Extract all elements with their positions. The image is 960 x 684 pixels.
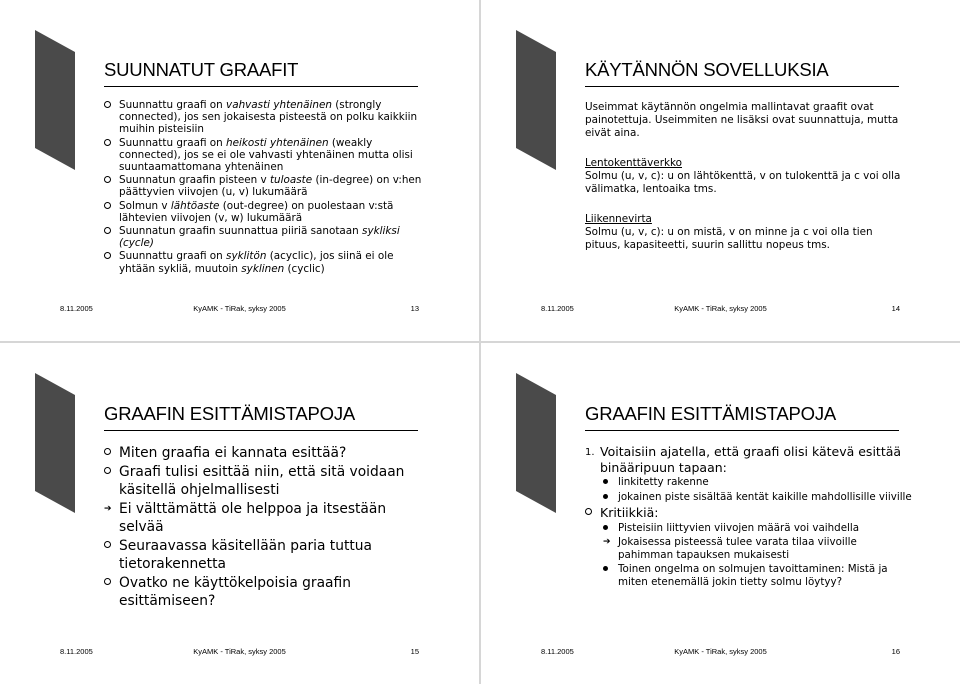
section-text: Solmu (u, v, c): u on mistä, v on minne ja c voi olla tien pituus, kapasiteetti, suurin sallittu nopeus tms. [585,226,873,251]
circle-bullet-icon [104,176,111,183]
title-rule [104,430,418,431]
slide-decoration [516,373,556,513]
dot-bullet-icon [603,566,608,571]
content-list [585,444,915,590]
dot-bullet-icon [603,479,608,484]
dot-bullet-icon [603,525,608,530]
title-rule [104,86,418,87]
footer-course: KyAMK - TiRak, syksy 2005 [193,304,286,313]
list-item: Suunnatun graafin suunnattua piiriä sanotaan sykliksi (cycle) [104,225,424,249]
footer-page-number: 16 [891,647,900,656]
slide-14 [481,0,960,341]
sub-item: jokainen piste sisältää kentät kaikille mahdollisille viiville [603,491,915,504]
list-item: Ovatko ne käyttökelpoisia graafin esittämiseen? [104,574,424,611]
footer-course: KyAMK - TiRak, syksy 2005 [193,647,286,656]
sub-item: Toinen ongelma on solmujen tavoittaminen: Mistä ja miten etenemällä jokin tietty solmu löytyy? [603,563,915,588]
slide-decoration [35,373,75,513]
list-item: Suunnattu graafi on syklitön (acyclic), jos siinä ei ole yhtään sykliä, muutoin syklinen (cyclic) [104,250,424,274]
slide-16 [481,343,960,684]
footer-date: 8.11.2005 [541,647,574,656]
slide-title: KÄYTÄNNÖN SOVELLUKSIA [585,59,829,80]
list-item: Suunnattu graafi on heikosti yhtenäinen (weakly connected), jos se ei ole vahvasti yhtenäinen mutta olisi suuntaamattomana yhtenäinen [104,137,424,174]
section-heading-link[interactable]: Lentokenttäverkko [585,157,682,169]
bullet-list [104,444,424,611]
footer-date: 8.11.2005 [541,304,574,313]
footer-course: KyAMK - TiRak, syksy 2005 [674,304,767,313]
section-lentokenttaverkko [585,157,905,196]
circle-bullet-icon [104,101,111,108]
list-item: ➔ Ei välttämättä ole helppoa ja itsestään selvää [104,500,387,536]
footer-date: 8.11.2005 [60,304,93,313]
section-text: Solmu (u, v, c): u on lähtökenttä, v on tulokenttä ja c voi olla välimatka, lentoaika tms. [585,170,901,195]
list-item: Suunnatun graafin pisteen v tuloaste (in-degree) on v:hen päättyvien viivojen (u, v) lukumäärä [104,174,424,198]
intro-paragraph: Useimmat käytännön ongelmia mallintavat graafit ovat painotettuja. Useimmiten ne lisäksi ovat suunnattuja, mutta eivät aina. [585,101,899,139]
arrow-bullet-icon: ➔ [104,503,112,514]
footer-page-number: 14 [891,304,900,313]
slide-title: GRAAFIN ESITTÄMISTAPOJA [104,403,356,424]
slide-15 [0,343,479,684]
list-item: Kritiikkiä: [585,505,915,521]
list-item: Suunnattu graafi on vahvasti yhtenäinen (strongly connected), jos sen jokaisesta pisteestä on polku kaikkiin muihin pisteisiin [104,99,424,136]
circle-bullet-icon [585,508,592,515]
list-item: Miten graafia ei kannata esittää? [104,444,424,462]
section-heading-link[interactable]: Liikennevirta [585,213,652,225]
circle-bullet-icon [104,227,111,234]
circle-bullet-icon [104,448,111,455]
arrow-bullet-icon: ➔ [603,537,611,547]
circle-bullet-icon [104,467,111,474]
circle-bullet-icon [104,202,111,209]
section-liikennevirta [585,213,905,252]
circle-bullet-icon [104,252,111,259]
dot-bullet-icon [603,494,608,499]
list-item: Seuraavassa käsitellään paria tuttua tietorakennetta [104,537,424,574]
slide-title: SUUNNATUT GRAAFIT [104,59,299,80]
sub-item: Pisteisiin liittyvien viivojen määrä voi vaihdella [603,522,915,535]
footer-course: KyAMK - TiRak, syksy 2005 [674,647,767,656]
footer-page-number: 15 [410,647,419,656]
item-number: 1. [585,447,595,458]
circle-bullet-icon [104,578,111,585]
circle-bullet-icon [104,541,111,548]
slide-decoration [35,30,75,170]
list-item: Solmun v lähtöaste (out-degree) on puolestaan v:stä lähtevien viivojen (v, w) lukumäärä [104,200,424,224]
bullet-list [104,99,424,276]
title-rule [585,430,899,431]
title-rule [585,86,899,87]
slide-title: GRAAFIN ESITTÄMISTAPOJA [585,403,837,424]
slide-decoration [516,30,556,170]
sub-item: ➔ Jokaisessa pisteessä tulee varata tilaa viivoille pahimman tapauksen mukaisesti [603,536,857,561]
circle-bullet-icon [104,139,111,146]
slide-13 [0,0,479,341]
sub-item: linkitetty rakenne [603,476,915,489]
list-item: Graafi tulisi esittää niin, että sitä voidaan käsitellä ohjelmallisesti [104,463,424,500]
footer-page-number: 13 [410,304,419,313]
list-item: 1. Voitaisiin ajatella, että graafi olisi kätevä esittää binääripuun tapaan: [585,444,902,475]
footer-date: 8.11.2005 [60,647,93,656]
